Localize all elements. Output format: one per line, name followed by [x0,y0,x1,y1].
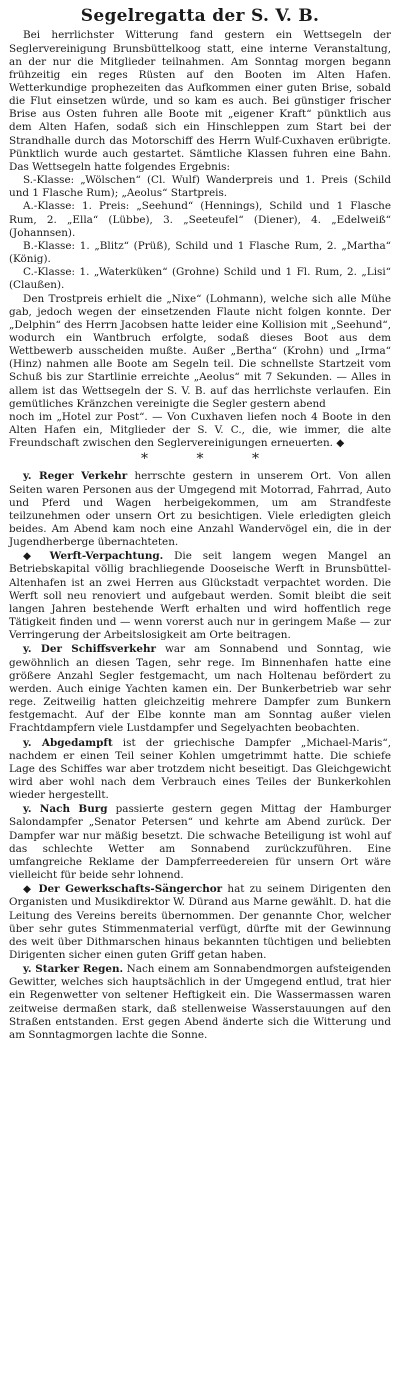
news-lead: ◆ Werft-Verpachtung. [23,550,164,563]
news-lead: y. Starker Regen. [23,963,124,976]
news-text: Die seit langem wegen Mangel an Betriebskapital völlig brachliegende Dooseische Werft in Brunsbüttel-Altenhafen ist an zwei Herren aus Glückstadt verpachtet worden. Die Werft soll neu renoviert und aufgebaut werden. Somit bleibt die seit langen Jahren bestehende Werft erhalten und wird hoffentlich rege Tätigkeit finden und — wenn vorerst auch nur in geringem Maße — zur Verringerung der Arbeitslosigkeit am Orte beitragen. [9,550,391,642]
regatta-closing: noch im „Hotel zur Post“. — Von Cuxhaven liefen noch 4 Boote in den Alten Hafen ein, Mitglieder der S. V. C., die, wie immer, die alte Freundschaft zwischen den Seglervereinigungen erneuerten. ◆ [9,410,391,450]
news-lead: y. Abgedampft [23,736,113,749]
news-item-verkehr [9,470,391,549]
news-item-regen [9,963,391,1042]
news-lead: y. Der Schiffsverkehr [23,643,156,656]
local-news [9,470,391,1042]
result-b-klasse: B.-Klasse: 1. „Blitz“ (Prüß), Schild und 1 Flasche Rum, 2. „Martha“ (König). [9,239,391,266]
news-item-abgedampft [9,737,391,803]
result-c-klasse: C.-Klasse: 1. „Waterküken“ (Grohne) Schild und 1 Fl. Rum, 2. „Lisi“ (Claußen). [9,266,391,292]
news-text: hat zu seinem Dirigenten den Organisten und Musikdirektor W. Dürand aus Marne gewählt. D. hat die Leitung des Vereins bereits übernommen. Der genannte Chor, welcher über sehr gutes Stimmenmaterial verfügt, dürfte mit der Gewinnung des weit über Dithmarschen hinaus bekannten tüchtigen und beliebten Dirigenten sicher einen guten Griff getan haben. [9,883,391,962]
news-text: passierte gestern gegen Mittag der Hamburger Salondampfer „Senator Petersen“ und kehrte am Abend zurück. Der Dampfer war nur mäßig besetzt. Die schwache Beteiligung ist wohl auf das schlechte Wetter am Sonnabend zurückzuführen. Eine umfangreiche Reklame der Dampferreedereien für unsern Ort wäre vielleicht für beide sehr lohnend. [9,803,391,882]
news-lead: ◆ Der Gewerkschafts-Sängerchor [23,883,223,896]
news-text: war am Sonnabend und Sonntag, wie gewöhnlich an diesen Tagen, sehr rege. Im Binnenhafen hatte eine größere Anzahl Segler festgemacht, um nach Holtenau befördert zu werden. Auch einige Yachten kamen ein. Der Bunkerbetrieb war sehr rege. Zeitweilig hatten gleichzeitig mehrere Dampfer zum Bunkern festgemacht. Auf der Elbe konnte man am Sonntag außer vielen Frachtdampfern viele Lustdampfer und Segelyachten beobachten. [9,643,391,735]
news-lead: y. Nach Burg [23,803,108,816]
news-item-burg [9,803,391,882]
news-text: ist der griechische Dampfer „Michael-Maris“, nachdem er einen Teil seiner Kohlen umgetrimmt hatte. Die schiefe Lage des Schiffes war aber trotzdem nicht beseitigt. Das Gleichgewicht wird aber wohl nach dem Verbrauch eines Teiles der Bunkerkohlen wieder hergestellt. [9,736,391,802]
result-a-klasse: A.-Klasse: 1. Preis: „Seehund“ (Hennings), Schild und 1 Flasche Rum, 2. „Ella“ (Lübbe), 3. „Seeteufel“ (Diener), 4. „Edelweiß“ (Johannsen). [9,200,391,239]
news-text: Nach einem am Sonnabendmorgen aufsteigenden Gewitter, welches sich hauptsächlich in der Umgegend entlud, trat hier ein Regenwetter von seltener Heftigkeit ein. Die Wassermassen waren zeitweise dermaßen stark, daß stellenweise Wasserstauungen auf den Straßen entstanden. Erst gegen Abend änderte sich die Witterung und am Sonntagmorgen lachte die Sonne. [9,963,391,1041]
news-item-schiffsverkehr [9,643,391,735]
news-item-werft [9,550,391,642]
section-separator: * * * [141,451,281,468]
result-s-klasse: S.-Klasse: „Wölschen“ (Cl. Wulf) Wanderpreis und 1. Preis (Schild und 1 Flasche Rum); „Aeolus“ Startpreis. [9,174,391,200]
regatta-report: Den Trostpreis erhielt die „Nixe“ (Lohmann), welche sich alle Mühe gab, jedoch wegen der einsetzenden Flaute nicht folgen konnte. Der „Delphin“ des Herrn Jacobsen hatte leider eine Kollision mit „Seehund“, wodurch ein Wantbruch erfolgte, sodaß dieses Boot aus dem Wettbewerb ausscheiden mußte. Außer „Bertha“ (Krohn) und „Irma“ (Hinz) nahmen alle Boote am Segeln teil. Die schnellste Startzeit vom Schuß bis zur Startlinie erreichte „Aeolus“ mit 7 Sekunden. — Alles in allem ist das Wettsegeln der S. V. B. auf das herrlichste verlaufen. Ein gemütliches Kränzchen vereinigte die Segler gestern abend [9,292,391,410]
news-text: herrschte gestern in unserem Ort. Von allen Seiten waren Personen aus der Umgegend mit Motorrad, Fahrrad, Auto und Pferd und Wagen herbeigekommen, um am Strandfeste teilzunehmen oder unsern Ort zu besichtigen. Viele erledigten gleich beides. Am Abend kam noch eine Anzahl Wandervögel ein, die in der Jugendherberge übernachteten. [9,470,391,549]
news-item-saengerchor [9,883,391,962]
regatta-article [9,29,391,450]
regatta-intro: Bei herrlichster Witterung fand gestern ein Wettsegeln der Seglervereinigung Brunsbüttelkoog statt, eine interne Veranstaltung, an der nur die Mitglieder teilnahmen. Am Sonntag morgen begann frühzeitig ein reges Rüsten auf den Booten im Alten Hafen. Wetterkundige prophezeiten das Aufkommen einer guten Brise, sobald die Flut einsetzen würde, und so kam es auch. Bei günstiger frischer Brise aus Osten fuhren alle Boote mit „eigener Kraft“ pünktlich aus dem Alten Hafen, sodaß sich ein Hinschleppen zum Start bei der Strandhalle durch das Motorschiff des Herrn Wulf-Cuxhaven erübrigte. Pünktlich wurde auch gestartet. Sämtliche Klassen fuhren eine Bahn. Das Wettsegeln hatte folgendes Ergebnis: [9,29,391,173]
headline: Segelregatta der S. V. B. [80,6,320,26]
news-lead: y. Reger Verkehr [23,470,128,483]
